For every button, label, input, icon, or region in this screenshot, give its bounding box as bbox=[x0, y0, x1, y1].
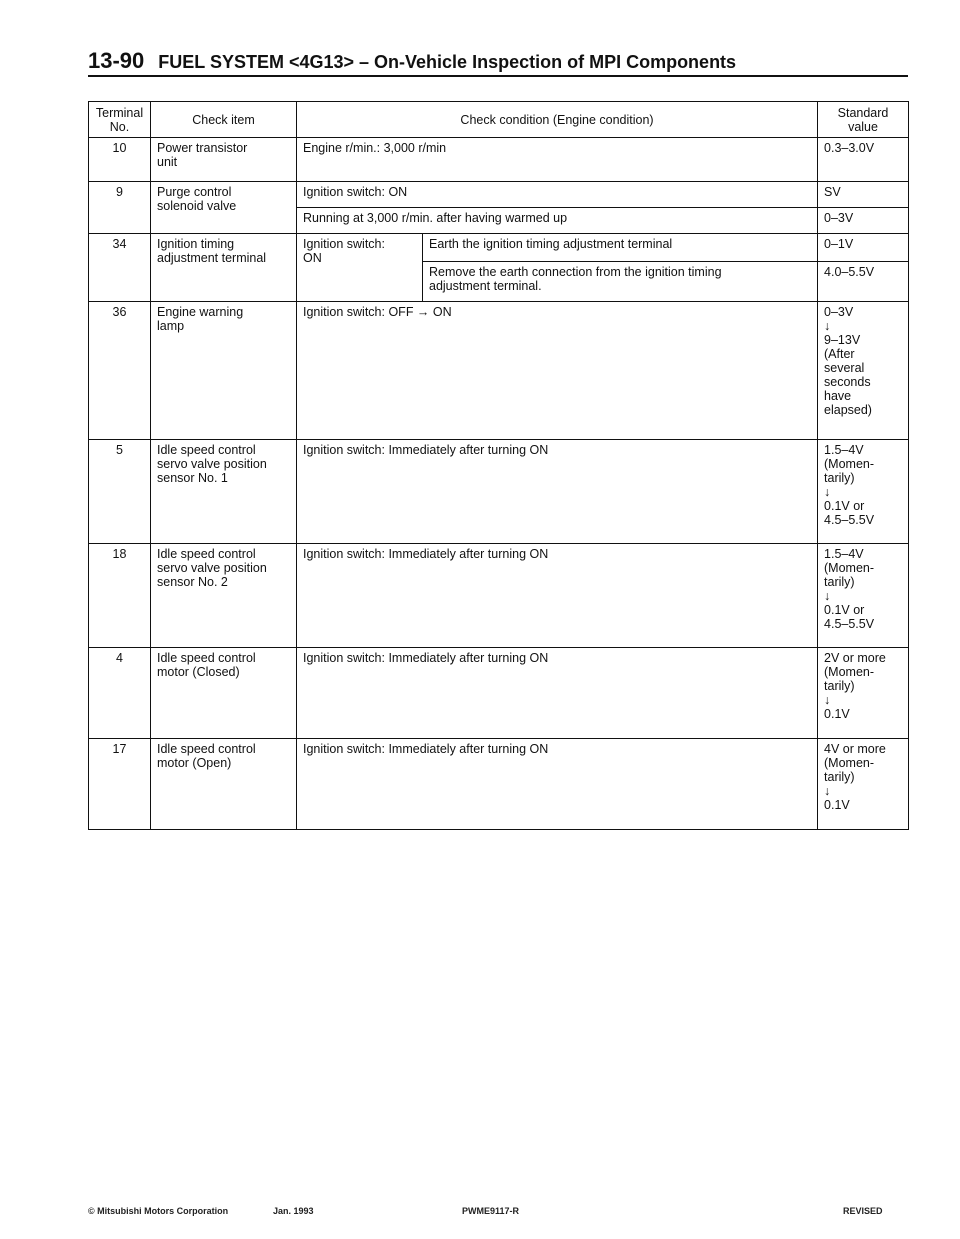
value-cell: SV bbox=[818, 182, 909, 208]
header-rule bbox=[88, 75, 908, 77]
page-header bbox=[88, 48, 908, 74]
terminal-cell: 36 bbox=[89, 302, 151, 440]
terminal-cell: 34 bbox=[89, 234, 151, 302]
condition-cell: Ignition switch: ON bbox=[297, 182, 818, 208]
inspection-table bbox=[88, 101, 909, 830]
value-cell: 0.3–3.0V bbox=[818, 138, 909, 182]
copyright-text: © Mitsubishi Motors Corporation bbox=[88, 1206, 229, 1216]
table-row bbox=[89, 234, 909, 262]
table-header-row bbox=[89, 102, 909, 138]
condition-cell: Ignition switch: Immediately after turning ON bbox=[297, 440, 818, 544]
check-item-cell: Power transistor unit bbox=[151, 138, 297, 182]
check-item-cell: Idle speed control motor (Closed) bbox=[151, 648, 297, 739]
table-row bbox=[89, 440, 909, 544]
condition-cell: Remove the earth connection from the ignition timing adjustment terminal. bbox=[423, 262, 818, 302]
check-item-cell: Engine warning lamp bbox=[151, 302, 297, 440]
value-cell: 0–3V ↓ 9–13V (After several seconds have elapsed) bbox=[818, 302, 909, 440]
condition-cell: Engine r/min.: 3,000 r/min bbox=[297, 138, 818, 182]
condition-cell: Running at 3,000 r/min. after having warmed up bbox=[297, 208, 818, 234]
terminal-cell: 9 bbox=[89, 182, 151, 234]
page-title: FUEL SYSTEM <4G13> – On-Vehicle Inspection of MPI Components bbox=[158, 52, 737, 72]
condition-cell: Ignition switch: Immediately after turning ON bbox=[297, 648, 818, 739]
table-row bbox=[89, 182, 909, 208]
column-header-check-condition: Check condition (Engine condition) bbox=[297, 102, 818, 138]
check-item-cell: Idle speed control servo valve position sensor No. 1 bbox=[151, 440, 297, 544]
value-cell: 1.5–4V (Momen- tarily) ↓ 0.1V or 4.5–5.5V bbox=[818, 544, 909, 648]
table-row bbox=[89, 302, 909, 440]
check-item-cell: Purge control solenoid valve bbox=[151, 182, 297, 234]
condition-group-cell: Ignition switch: ON bbox=[297, 234, 423, 302]
value-cell: 2V or more (Momen- tarily) ↓ 0.1V bbox=[818, 648, 909, 739]
value-cell: 4.0–5.5V bbox=[818, 262, 909, 302]
condition-cell: Ignition switch: Immediately after turning ON bbox=[297, 739, 818, 830]
terminal-cell: 18 bbox=[89, 544, 151, 648]
table-row bbox=[89, 648, 909, 739]
condition-cell: Earth the ignition timing adjustment terminal bbox=[423, 234, 818, 262]
terminal-cell: 10 bbox=[89, 138, 151, 182]
check-item-cell: Ignition timing adjustment terminal bbox=[151, 234, 297, 302]
page-number: 13-90 bbox=[88, 48, 145, 73]
column-header-standard-value: Standard value bbox=[818, 102, 909, 138]
terminal-cell: 4 bbox=[89, 648, 151, 739]
table-row bbox=[89, 544, 909, 648]
value-cell: 0–1V bbox=[818, 234, 909, 262]
value-cell: 1.5–4V (Momen- tarily) ↓ 0.1V or 4.5–5.5V bbox=[818, 440, 909, 544]
table-row bbox=[89, 739, 909, 830]
document-code: PWME9117-R bbox=[462, 1206, 520, 1216]
value-cell: 4V or more (Momen- tarily) ↓ 0.1V bbox=[818, 739, 909, 830]
table-row bbox=[89, 138, 909, 182]
terminal-cell: 5 bbox=[89, 440, 151, 544]
check-item-cell: Idle speed control servo valve position sensor No. 2 bbox=[151, 544, 297, 648]
date-text: Jan. 1993 bbox=[273, 1206, 314, 1216]
condition-cell: Ignition switch: Immediately after turning ON bbox=[297, 544, 818, 648]
terminal-cell: 17 bbox=[89, 739, 151, 830]
column-header-check-item: Check item bbox=[151, 102, 297, 138]
revised-stamp: REVISED bbox=[843, 1206, 883, 1216]
value-cell: 0–3V bbox=[818, 208, 909, 234]
condition-cell: Ignition switch: OFF → ON bbox=[297, 302, 818, 440]
check-item-cell: Idle speed control motor (Open) bbox=[151, 739, 297, 830]
column-header-terminal: Terminal No. bbox=[89, 102, 151, 138]
